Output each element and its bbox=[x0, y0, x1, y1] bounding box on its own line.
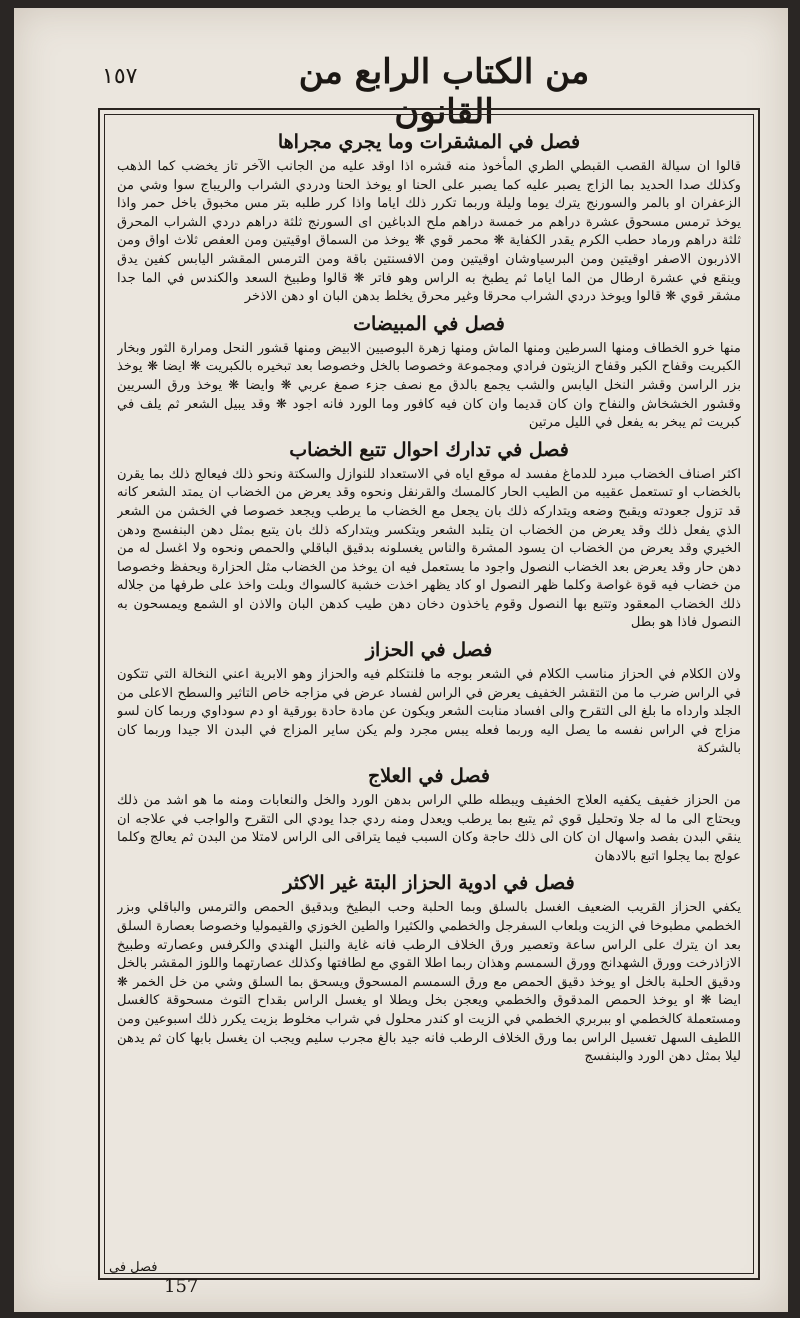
section-body: قالوا ان سيالة القصب القبطي الطري المأخوذ منه قشره اذا اوقد عليه من الجانب الآخر تاز يخضب كما الذهب وكذلك صدا الحديد بما الزاج يصبر عليه كما يصبر على الحنا او يوخذ الحنا ودردي الشراب والريباج سوا وشي من الزعفران او بالمر والسورنج يترك يوما وليلة وربما تكرر ذلك اياما واذا كرر طلبه بتر مس مخبوق باخل حمر واذا يوخذ ترمس مسحوق عشرة دراهم مر خمسة دراهم ملح الدباغين اى السورنج ثلثة دراهم دردي الشراب المحرق ثلثة دراهم ورماد حطب الكرم يقدر الكفاية ❋ محمر قوي ❋ يوخذ من السماق اوقيتين ومن العفص ثلاث اواق ومن الاذربون الاصفر اوقيتين ومن البرسياوشان اوقيتين ومن الافسنتين باقة ومن الترمس المقشر اليابس كفين يدق وينقع في عشرة ارطال من الما اياما ثم يطبخ به الراس وهو فاتر ❋ قالوا وطبيخ السعد والكندس في الما جدا مشقر قوي ❋ قالوا ويوخذ دردي الشراب محرقا وغير محرق يخلط بدهن البان او دهن الاذخر bbox=[117, 159, 741, 305]
page-content bbox=[117, 125, 741, 1259]
page-number-arabic: ١٥٧ bbox=[102, 64, 138, 89]
section-body: يكفي الحزاز القريب الضعيف الغسل بالسلق وبما الحلبة وحب البطيخ وبدقيق الحمص والترمس والباقلي وبزر الخطمي مطبوخا في الزيت وبلعاب السفرجل والخطمي والكثيرا والطين الخوزي والقيموليا وخصوصا بعصارة السلق بعد ان يترك على الراس ساعة وتعصير ورق الخلاف الرطب فانه غاية والنبل الهندي والكرفس وعصارته وطبيخ الازاذرخت وورق الشهدانج وورق السمسم وهذان ربما اطلا القوي مع لطافتها وكذلك عصارتهما واللوز المقشر بالخل ودقيق الحلبة بالخل او يوخذ دقيق الحمص مع ورق السمسم المسحوق ويسحق بما السلق وشي من خل الخمر ❋ ايضا ❋ او يوخذ الحمص المدقوق والخطمي ويعجن بخل ويطلا او يغسل الراس بقداح التوث مسحوقة كالغسل ومستعملة كالخطمي او ببربري الخطمي في الزيت او كندر محلول في شراب مخلوط بزيت يكرر ذلك اسبوعين ومن اللطيف السهل تغسيل الراس بما ورق الخلاف الرطب فانه جيد بالغ مجرب سليم ويجب ان يغسل بابها كان ثم يدهن ليلا بمثل دهن الورد والبنفسج bbox=[117, 900, 741, 1065]
section-mubayyidat bbox=[117, 311, 741, 433]
section-body: منها خرو الخطاف ومنها السرطين ومنها الماش ومنها زهرة البوصيين الابيض ومنها قشور النحل ومرارة الثور وبخار الكبريت وقفاح الكبر وقفاح الزيتون فرادي ومجموعة وخصوصا بالخل وخصوصا بعد تبخيره بالكبريت ❋ ايضا ❋ يوخذ بزر الراسن وقشر النخل اليابس والشب يجمع بالدق مع نصف جزء صمغ عربي ❋ وايضا ❋ يوخذ ورق السريين وقشور الخشخاش والنفاح وان كان قديما وان كان فيه كافور وما الورد فانه اجود ❋ وقد يبيل الشعر ثم يلف في كبريت ثم يبخر به يفعل في الليل مرتين bbox=[117, 340, 741, 431]
section-mushaqqirat bbox=[117, 129, 741, 307]
section-title: فصل في ادوية الحزاز البتة غير الاكثر bbox=[283, 872, 575, 895]
section-title: فصل في تدارك احوال تتبع الخضاب bbox=[289, 438, 569, 461]
section-body: اكثر اصناف الخضاب مبرد للدماغ مفسد له موقع اياه في الاستعداد للنوازل والسكتة ونحو ذلك فيعالج ذلك بما يقرن بالخضاب او تستعمل عقيبه من الطيب الحار كالمسك والقرنفل ونحوه وقد يعرض من الخضاب ان يمتد الشعر كانه قد تزول جعودته ويقبح وضعه ويتداركه ذلك بان يجعل مع الخضاب ما يرطب ويجعد خصوصا في الخشن من الشعر الذي يفعل ذلك وقد يعرض من الخضاب ان يتلبد الشعر ويتكسر ويتداركه ذلك بان يتبع بمثل دهن البنفسج ودهن الخيري وقد يعرض من الخضاب ان يسود المشرة والناس يغسلونه بدقيق الباقلي والحمص ونحوه ولا اغسل له من دهن حار وقد يعرض بعد الخضاب النصول واجود ما يستعمل فيه ان يوخذ من الخضاب مثل الحزارة ويحفظ وخصوصا من خضاب فيه قوة غواصة وكلما ظهر النصول او كاد يظهر اخذت خشبة كالسواك وبلت واخذ على طرفها من جلاله ذلك الخضاب المعقود وتتبع بها النصول وقوم ياخذون دخان دهن طيب كدهن البان والاذن او الشمع ويمسحون به النصول فاذا هو بطل bbox=[117, 466, 741, 631]
section-khidab bbox=[117, 437, 741, 633]
section-remedies bbox=[117, 870, 741, 1066]
section-hazaz bbox=[117, 637, 741, 759]
text-frame-inner bbox=[104, 114, 754, 1274]
section-treatment bbox=[117, 763, 741, 866]
catchword: فصل في bbox=[109, 1260, 158, 1275]
page-number-latin: 157 bbox=[164, 1276, 199, 1297]
book-page bbox=[14, 8, 788, 1312]
section-title: فصل في المشقرات وما يجري مجراها bbox=[277, 131, 581, 153]
section-title: فصل في الحزاز bbox=[365, 639, 493, 662]
section-title: فصل في المبيضات bbox=[353, 312, 505, 335]
running-head: من الكتاب الرابع من القانون bbox=[298, 52, 590, 132]
section-title: فصل في العلاج bbox=[368, 765, 490, 788]
section-body: من الحزاز خفيف يكفيه العلاج الخفيف ويبطله طلي الراس بدهن الورد والخل والنعابات ومنه ما هو اشد من ذلك ويحتاج الى ما له جلا وتحليل قوي ثم يتبع بما يرطب ويعدل ومنه ردي جدا يودي الى التقرح والواجب في علاجه ان ينقي البدن بفصد واسهال ان كان الى ذلك حاجة وكان السبب فيما يتراقى الى الراس لامتلا من البدن ثم يعالج وكلما عولج بما يجلوا اتبع بالادهان bbox=[117, 793, 741, 864]
text-frame bbox=[98, 108, 760, 1280]
section-body: ولان الكلام في الحزاز مناسب الكلام في الشعر بوجه ما فلنتكلم فيه والحزاز وهو الابرية اعني النخالة التي تتكون في الراس ضرب ما من التقشر الخفيف يعرض في الراس لفساد عرض في مزاجه خاص التاثير والسطح الاعلى من الجلد وارداه ما بلغ الى التقرح والى افساد منابت الشعر ويكون عن مادة حادة بورقية او دم سوداوي وربما كان لسو مزاج في الراس نفسه ما يصل اليه وربما فعله يبس مجرد ولم يكن ساير المزاج في البدن الا جيدا وربما كان بالشركة bbox=[117, 667, 741, 757]
